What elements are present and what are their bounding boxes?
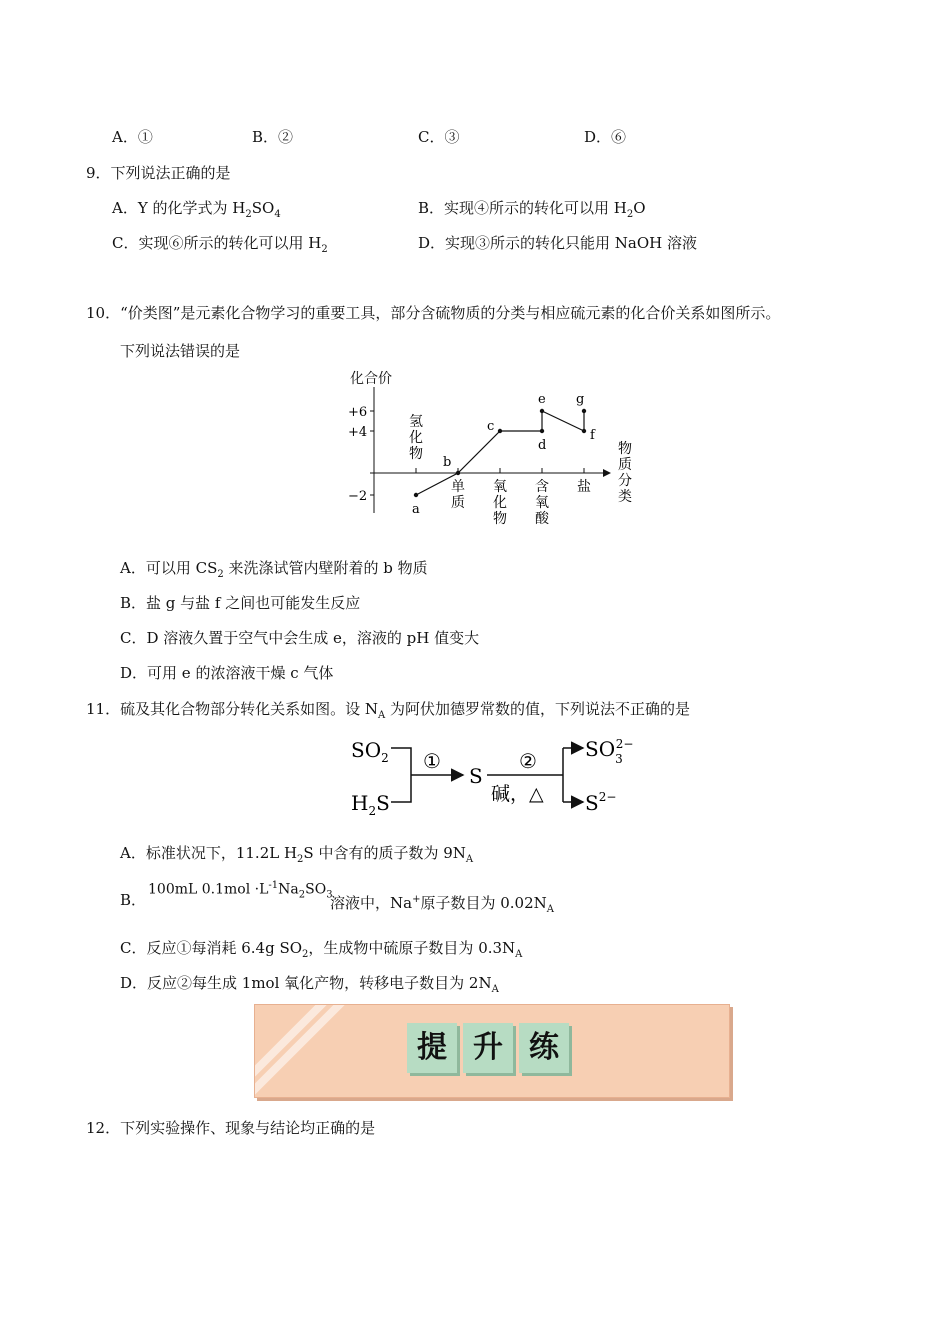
so2-formula: $SO_2$ — [351, 738, 389, 765]
q11-option-a: A．标准状况下，11.2L $H_2S$ 中含有的质子数为 $9N_A$ — [120, 844, 474, 865]
q11-option-b-formula: 100mL $0.1mol \cdot L^{-1}Na_2SO_3$ — [148, 880, 333, 901]
point-g — [582, 409, 586, 413]
point-label-g: g — [576, 392, 585, 407]
point-b — [456, 471, 460, 475]
point-label-f: f — [590, 428, 595, 443]
sulfite-ion: $SO_32-$ — [585, 737, 634, 766]
y-axis-label: 化合价 — [350, 371, 392, 387]
x-axis-label: 物质分类 — [618, 441, 632, 505]
q10-stem: 10．“价类图”是元素化合物学习的重要工具，部分含硫物质的分类与相应硫元素的化合价关系如图所示。 — [86, 304, 781, 322]
point-e — [540, 409, 544, 413]
q10-option-d: D．可用 e 的浓溶液干燥 c 气体 — [120, 664, 334, 682]
category-oxide: 氧化物 — [493, 479, 507, 527]
sulfur-conversion-scheme — [345, 730, 645, 820]
q12-stem: 12．下列实验操作、现象与结论均正确的是 — [86, 1119, 376, 1137]
q8-option-d: D．⑥ — [584, 128, 627, 146]
banner-char-2: 升 — [463, 1023, 513, 1073]
y-tick-plus6: +6 — [348, 405, 368, 420]
q8-option-a: A．① — [112, 128, 153, 146]
q9-option-b: B．实现④所示的转化可以用 $H_2O$ — [418, 199, 646, 220]
step-1-label: ① — [423, 749, 441, 773]
point-label-c: c — [487, 419, 495, 434]
y-tick-minus2: −2 — [348, 489, 368, 504]
point-label-e: e — [538, 392, 546, 407]
q11-stem: 11．硫及其化合物部分转化关系如图。设 $N_A$ 为阿伏加德罗常数的值，下列说法不正确的是 — [86, 700, 690, 721]
q8-option-b: B．② — [252, 128, 294, 146]
q11-option-b-label: B． — [120, 891, 147, 909]
q10-option-a: A．可以用 $CS_2$ 来洗涤试管内壁附着的 b 物质 — [120, 559, 428, 580]
q9-option-d: D．实现③所示的转化只能用 NaOH 溶液 — [418, 234, 698, 252]
point-d — [540, 429, 544, 433]
point-label-a: a — [412, 502, 420, 517]
q11-option-b-text: 溶液中，Na+原子数目为 $0.02N_A$ — [330, 894, 554, 915]
point-c — [498, 429, 502, 433]
step-2-label: ② — [519, 749, 537, 773]
q10-option-b: B．盐 g 与盐 f 之间也可能发生反应 — [120, 594, 361, 612]
valence-line-a-b-c-d — [416, 431, 542, 495]
q11-option-d: D．反应②每生成 1mol 氧化产物，转移电子数目为 $2N_A$ — [120, 974, 499, 995]
category-oxyacid: 含氧酸 — [535, 479, 549, 527]
category-salt: 盐 — [577, 479, 591, 495]
sulfur-s: S — [469, 764, 483, 788]
q9-stem: 9．下列说法正确的是 — [86, 164, 231, 182]
point-label-b: b — [443, 455, 452, 470]
category-hydride: 氢化物 — [409, 414, 423, 462]
q8-option-c: C．③ — [418, 128, 460, 146]
sulfide-ion: $S^{2-}$ — [585, 790, 617, 815]
q11-option-c: C．反应①每消耗 6.4g $SO_2$，生成物中硫原子数目为 $0.3N_A$ — [120, 939, 523, 960]
q9-option-c: C．实现⑥所示的转化可以用 $H_2$ — [112, 234, 328, 255]
q10-option-c: C．D 溶液久置于空气中会生成 e，溶液的 pH 值变大 — [120, 629, 480, 647]
h2s-formula: $H_2S$ — [351, 791, 390, 818]
category-element: 单质 — [451, 479, 465, 511]
q9-option-a: A．Y 的化学式为 $H_2SO_4$ — [112, 199, 281, 220]
point-label-d: d — [538, 438, 547, 453]
valence-category-chart — [340, 365, 640, 530]
point-f — [582, 429, 586, 433]
section-banner — [254, 1004, 730, 1098]
q10-stem-2: 下列说法错误的是 — [120, 342, 241, 360]
banner-char-3: 练 — [519, 1023, 569, 1073]
y-tick-plus4: +4 — [348, 425, 368, 440]
valence-line-e-f — [542, 411, 584, 431]
point-a — [414, 493, 418, 497]
banner-char-1: 提 — [407, 1023, 457, 1073]
reaction-condition: 碱，△ — [491, 783, 544, 805]
